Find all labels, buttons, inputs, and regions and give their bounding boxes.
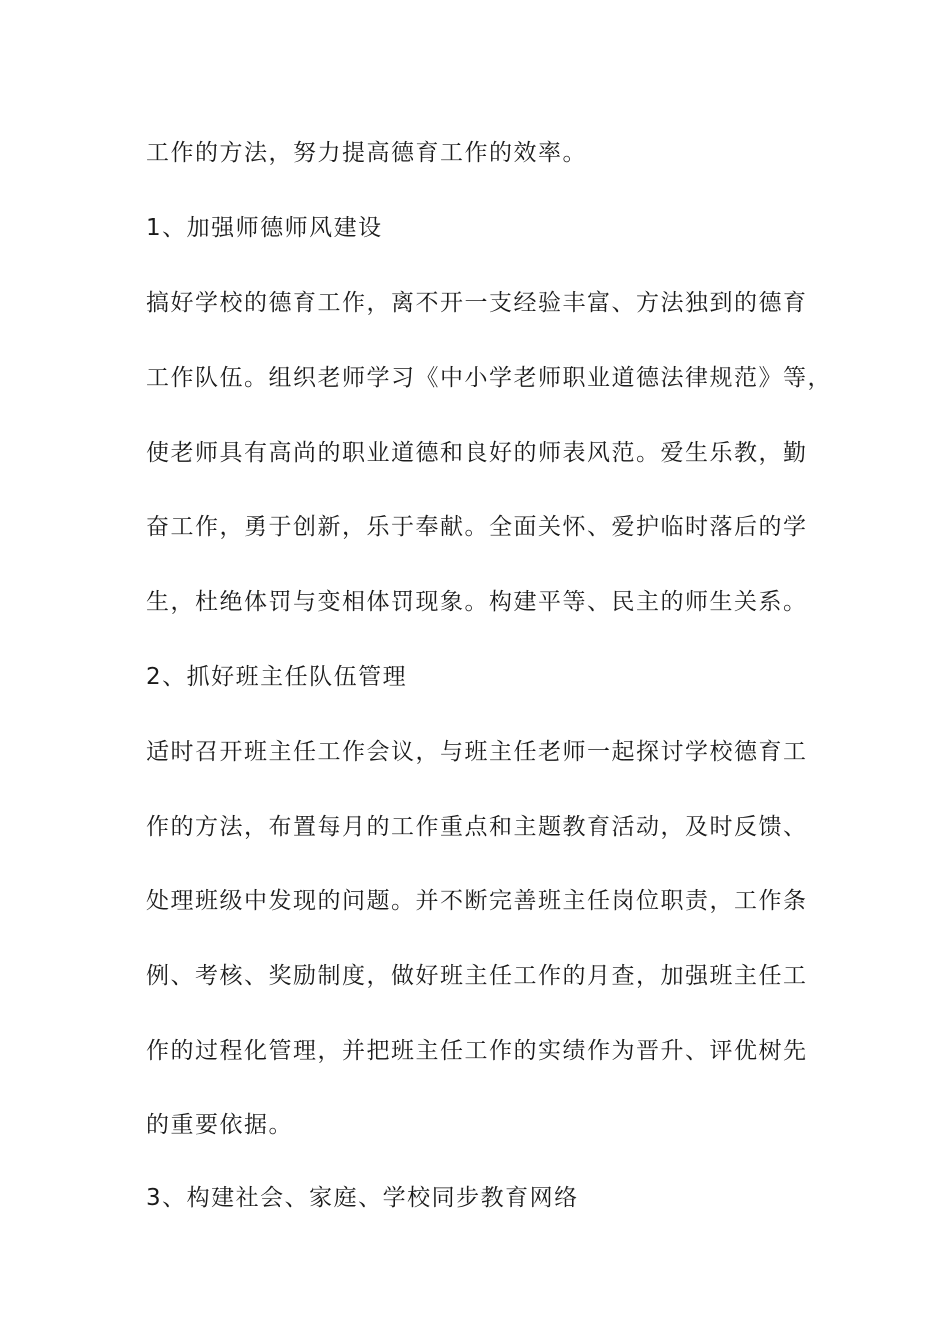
- text-line: 生，杜绝体罚与变相体罚现象。构建平等、民主的师生关系。: [146, 589, 808, 615]
- text-line: 处理班级中发现的问题。并不断完善班主任岗位职责，工作条: [146, 888, 808, 914]
- text-line: 作的过程化管理，并把班主任工作的实绩作为晋升、评优树先: [146, 1038, 808, 1064]
- text-line: 的重要依据。: [146, 1112, 293, 1138]
- text-line: 工作的方法，努力提高德育工作的效率。: [146, 140, 587, 166]
- text-line: 工作队伍。组织老师学习《中小学老师职业道德法律规范》等，: [146, 365, 832, 391]
- section-heading: 3、构建社会、家庭、学校同步教育网络: [146, 1185, 579, 1211]
- text-line: 搞好学校的德育工作，离不开一支经验丰富、方法独到的德育: [146, 290, 808, 316]
- section-heading: 1、加强师德师风建设: [146, 215, 383, 241]
- section-heading: 2、抓好班主任队伍管理: [146, 664, 408, 690]
- text-line: 适时召开班主任工作会议，与班主任老师一起探讨学校德育工: [146, 739, 808, 765]
- text-line: 例、考核、奖励制度，做好班主任工作的月查，加强班主任工: [146, 963, 808, 989]
- text-line: 使老师具有高尚的职业道德和良好的师表风范。爱生乐教，勤: [146, 440, 808, 466]
- text-line: 奋工作，勇于创新，乐于奉献。全面关怀、爱护临时落后的学: [146, 514, 808, 540]
- text-line: 作的方法，布置每月的工作重点和主题教育活动，及时反馈、: [146, 814, 808, 840]
